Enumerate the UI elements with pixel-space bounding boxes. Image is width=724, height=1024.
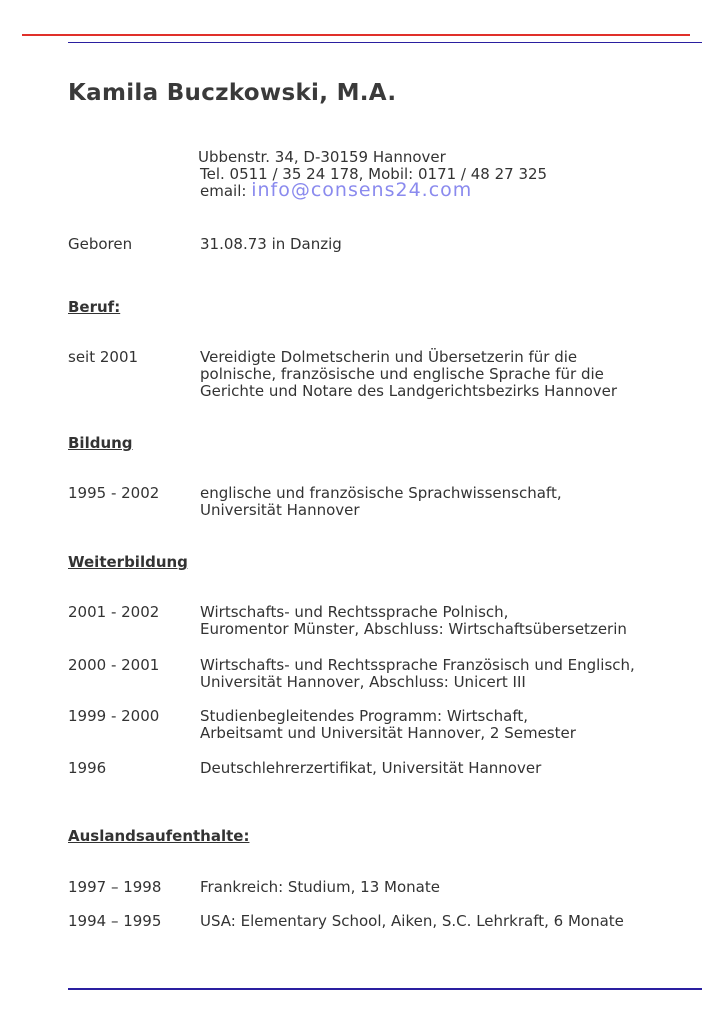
entry-line: Universität Hannover, Abschluss: Unicert III — [200, 673, 526, 691]
entry-line: Deutschlehrerzertifikat, Universität Hannover — [200, 759, 542, 777]
email-row — [200, 179, 473, 201]
entry-line: englische und französische Sprachwissenschaft, — [200, 484, 562, 502]
entry-period: 1994 – 1995 — [68, 912, 162, 930]
email-label: email: — [200, 182, 247, 200]
entry-line: USA: Elementary School, Aiken, S.C. Lehrkraft, 6 Monate — [200, 912, 624, 930]
section-title-beruf: Beruf: — [68, 298, 121, 316]
address: Ubbenstr. 34, D-30159 Hannover — [198, 148, 446, 166]
entry-line: Euromentor Münster, Abschluss: Wirtschaftsübersetzerin — [200, 620, 627, 638]
entry-period: seit 2001 — [68, 348, 139, 366]
section-title-bildung: Bildung — [68, 434, 133, 452]
entry-period: 1997 – 1998 — [68, 878, 162, 896]
entry-period: 1995 - 2002 — [68, 484, 160, 502]
entry-period: 1996 — [68, 759, 107, 777]
entry-line: Studienbegleitendes Programm: Wirtschaft, — [200, 707, 528, 725]
entry-line: Universität Hannover — [200, 501, 360, 519]
top-blue-rule — [68, 42, 702, 43]
birth-label: Geboren — [68, 235, 133, 253]
entry-line: polnische, französische und englische Sprache für die — [200, 365, 604, 383]
entry-period: 1999 - 2000 — [68, 707, 160, 725]
person-name: Kamila Buczkowski, M.A. — [68, 80, 397, 106]
entry-line: Frankreich: Studium, 13 Monate — [200, 878, 440, 896]
bottom-blue-rule — [68, 988, 702, 990]
entry-period: 2001 - 2002 — [68, 603, 160, 621]
entry-line: Wirtschafts- und Rechtssprache Französisch und Englisch, — [200, 656, 635, 674]
section-title-auslandsaufenthalte: Auslandsaufenthalte: — [68, 827, 250, 845]
top-red-rule — [22, 34, 690, 36]
entry-line: Arbeitsamt und Universität Hannover, 2 Semester — [200, 724, 576, 742]
entry-period: 2000 - 2001 — [68, 656, 160, 674]
phone-numbers: Tel. 0511 / 35 24 178, Mobil: 0171 / 48 27 325 — [200, 165, 548, 183]
email-link[interactable]: info@consens24.com — [251, 179, 473, 201]
birth-value: 31.08.73 in Danzig — [200, 235, 342, 253]
entry-line: Gerichte und Notare des Landgerichtsbezirks Hannover — [200, 382, 618, 400]
entry-line: Vereidigte Dolmetscherin und Übersetzerin für die — [200, 348, 578, 366]
entry-line: Wirtschafts- und Rechtssprache Polnisch, — [200, 603, 509, 621]
section-title-weiterbildung: Weiterbildung — [68, 553, 188, 571]
